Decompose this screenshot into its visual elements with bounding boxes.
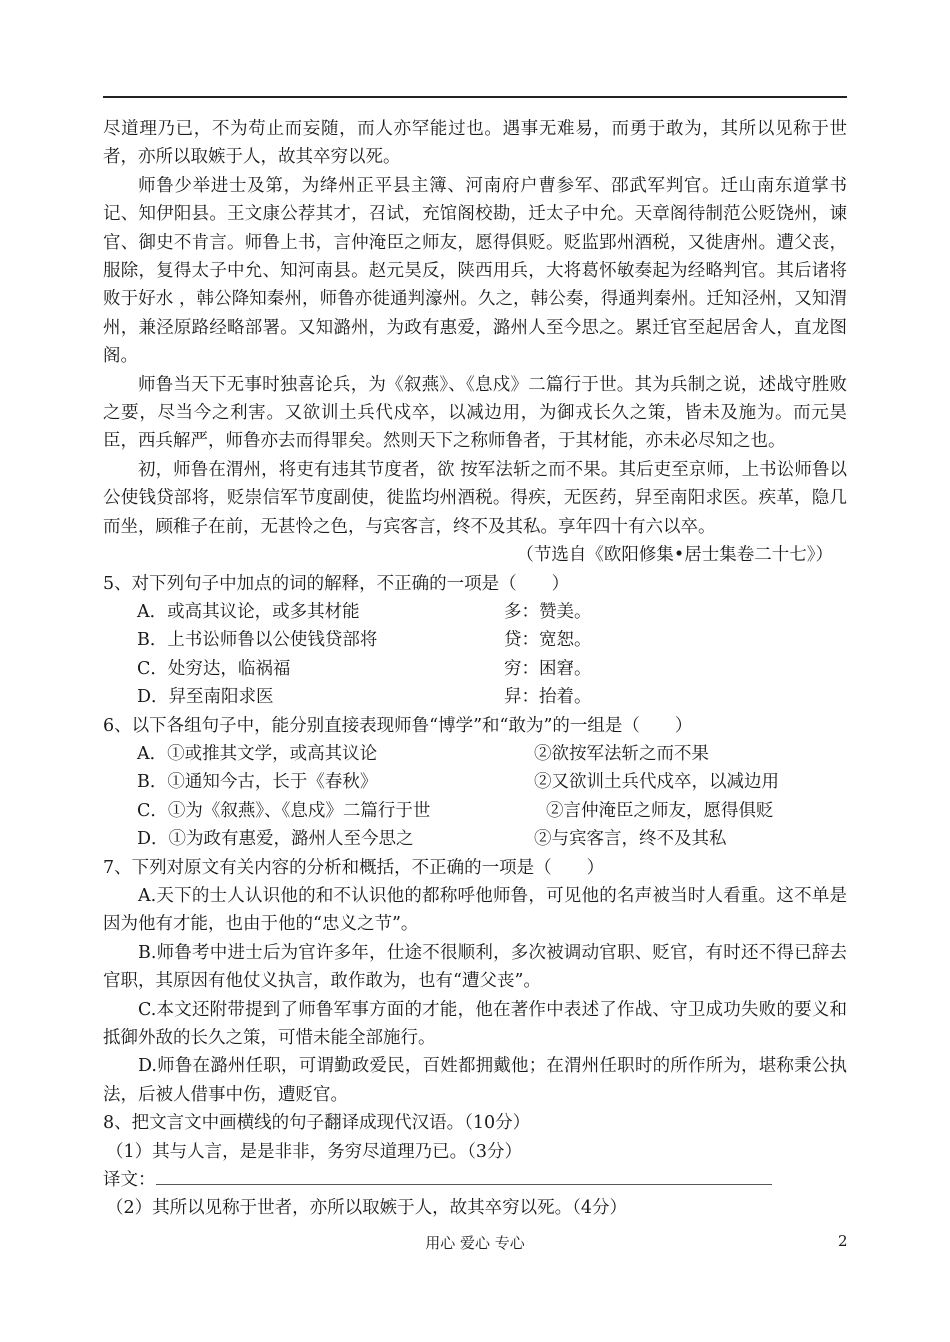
option-sentence: C．处穷达，临祸福 bbox=[137, 658, 291, 679]
option-first: C．①为《叙燕》、《息戍》二篇行于世 bbox=[137, 800, 431, 821]
option-explanation: 舁：抬着。 bbox=[504, 687, 592, 708]
option-second: ②欲按军法斩之而不果 bbox=[534, 743, 709, 764]
passage-paragraph-1: 师鲁少举进士及第，为绛州正平县主簿、河南府户曹参军、邵武军判官。迁山南东道掌书记、知伊阳县。王文康公荐其才，召试，充馆阁校勘，迁太子中允。天章阁待制范公贬饶州，谏官、御史不肯言。师鲁上书，言仲淹臣之师友，愿得俱贬。贬监郢州酒税，又徙唐州。遭父丧，服除，复得太子中允、知河南县。赵元昊反，陕西用兵，大将葛怀敏奏起为经略判官。其后诸将败于好水 ，韩公降知秦州，师鲁亦徙通判濠州。久之，韩公奏，得通判秦州。迁知泾州，又知渭州，兼泾原路经略部署。又知潞州，为政有惠爱，潞州人至今思之。累迁官至起居舍人，直龙图阁。 bbox=[103, 175, 847, 367]
question-6-option-d bbox=[103, 825, 847, 853]
option-second: ②又欲训土兵代戍卒，以减边用 bbox=[534, 772, 779, 793]
answer-line bbox=[103, 1166, 847, 1194]
option-explanation: 穷：困窘。 bbox=[504, 658, 592, 679]
question-5-option-c bbox=[103, 655, 847, 683]
question-7-option-c: C.本文还附带提到了师鲁军事方面的才能，他在著作中表述了作战、守卫成功失败的要义和抵御外敌的长久之策，可惜未能全部施行。 bbox=[103, 999, 847, 1048]
option-explanation: 贷：宽恕。 bbox=[504, 630, 592, 651]
option-first: A．①或推其文学，或高其议论 bbox=[137, 743, 378, 764]
option-second: ②与宾客言，终不及其私 bbox=[534, 829, 727, 850]
main-content bbox=[103, 115, 847, 1223]
footer-motto: 用心 爱心 专心 bbox=[425, 1234, 525, 1252]
passage-paragraph-0: 尽道理乃已，不为苟止而妄随，而人亦罕能过也。遇事无难易，而勇于敢为，其所以见称于世者，亦所以取嫉于人，故其卒穷以死。 bbox=[103, 119, 847, 168]
question-6-stem: 6、以下各组句子中，能分别直接表现师鲁“博学”和“敢为”的一组是（ ） bbox=[103, 715, 693, 736]
option-sentence: B．上书讼师鲁以公使钱贷部将 bbox=[137, 630, 378, 651]
question-6-option-a bbox=[103, 740, 847, 768]
answer-label: 译文： bbox=[103, 1170, 156, 1191]
option-second: ②言仲淹臣之师友，愿得俱贬 bbox=[546, 800, 774, 821]
question-8-stem: 8、把文言文中画横线的句子翻译成现代汉语。（10分） bbox=[103, 1113, 531, 1134]
question-7-stem: 7、下列对原文有关内容的分析和概括，不正确的一项是（ ） bbox=[103, 857, 605, 878]
option-explanation: 多：赞美。 bbox=[504, 601, 592, 622]
question-5-option-b bbox=[103, 626, 847, 654]
question-5-option-d bbox=[103, 683, 847, 711]
page-number: 2 bbox=[838, 1232, 848, 1250]
header-rule bbox=[103, 96, 847, 98]
question-7-option-a: A.天下的士人认识他的和不认识他的都称呼他师鲁，可见他的名声被当时人看重。这不单是因为他有才能，也由于他的“忠义之节”。 bbox=[103, 885, 847, 935]
option-first: B．①通知今古，长于《春秋》 bbox=[137, 772, 378, 793]
question-6-option-c bbox=[103, 797, 847, 825]
option-sentence: A．或高其议论，或多其材能 bbox=[137, 601, 360, 622]
question-5-option-a bbox=[103, 598, 847, 626]
passage-paragraph-3: 初，师鲁在渭州，将吏有违其节度者，欲 按军法斩之而不果。其后吏至京师，上书讼师鲁以公使钱贷部将，贬崇信军节度副使，徙监均州酒税。得疾，无医药，舁至南阳求医。疾革，隐几而坐，顾稚子在前，无甚怜之色，与宾客言，终不及其私。享年四十有六以卒。 bbox=[103, 459, 847, 537]
passage-source: （节选自《欧阳修集•居士集卷二十七》） bbox=[516, 545, 833, 566]
question-6-option-b bbox=[103, 768, 847, 796]
option-sentence: D．舁至南阳求医 bbox=[137, 687, 274, 708]
passage-paragraph-2: 师鲁当天下无事时独喜论兵，为《叙燕》、《息戍》二篇行于世。其为兵制之说，述战守胜败之要，尽当今之利害。又欲训土兵代戍卒，以减边用，为御戎长久之策，皆未及施为。而元昊臣，西兵解严，师鲁亦去而得罪矣。然则天下之称师鲁者，于其材能，亦未必尽知之也。 bbox=[103, 374, 847, 452]
question-8-sentence-2: （2）其所以见称于世者，亦所以取嫉于人，故其卒穷以死。（4分） bbox=[106, 1198, 628, 1219]
question-7-option-b: B.师鲁考中进士后为官许多年，仕途不很顺利，多次被调动官职、贬官，有时还不得已辞去官职，其原因有他仗义执言，敢作敢为，也有“遭父丧”。 bbox=[103, 942, 847, 992]
option-first: D．①为政有惠爱，潞州人至今思之 bbox=[137, 829, 414, 850]
question-8-sentence-1: （1）其与人言，是是非非，务穷尽道理乃已。（3分） bbox=[106, 1141, 523, 1162]
question-7-option-d: D.师鲁在潞州任职，可谓勤政爱民，百姓都拥戴他；在渭州任职时的所作所为，堪称秉公执法，后被人借事中伤，遭贬官。 bbox=[103, 1056, 847, 1105]
question-5-stem: 5、对下列句子中加点的词的解释，不正确的一项是（ ） bbox=[103, 573, 570, 594]
answer-blank[interactable] bbox=[156, 1167, 772, 1185]
